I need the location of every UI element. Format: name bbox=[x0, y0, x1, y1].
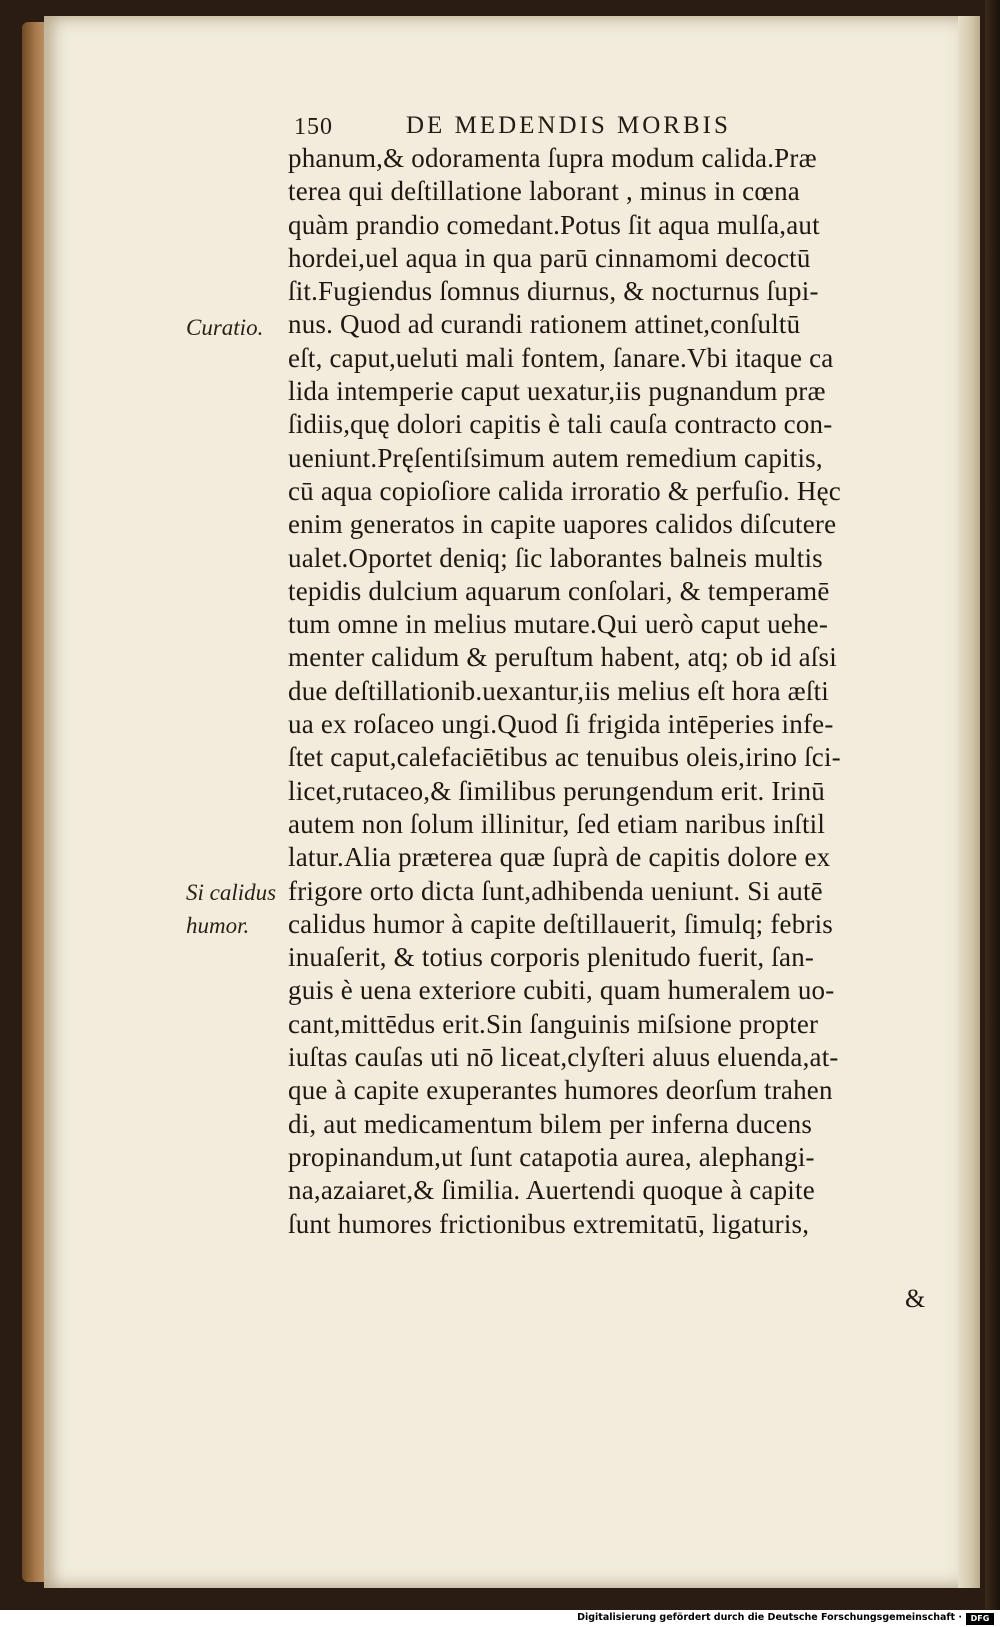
running-head: DE MEDENDIS MORBIS bbox=[406, 112, 731, 139]
text-line: na,azaiaret,& ſimilia. Auertendi quoque à capite bbox=[288, 1175, 815, 1206]
text-line: enim generatos in capite uapores calidos diſcutere bbox=[288, 509, 837, 540]
text-line: nus. Quod ad curandi rationem attinet,conſultū bbox=[288, 309, 801, 340]
text-line: ua ex roſaceo ungi.Quod ſi frigida intēperies infe- bbox=[288, 709, 834, 740]
dfg-logo: DFG bbox=[966, 1613, 994, 1625]
text-line: latur.Alia præterea quæ ſuprà de capitis dolore ex bbox=[288, 842, 831, 873]
text-line: tepidis dulcium aquarum conſolari, & temperamē bbox=[288, 575, 830, 606]
text-line: frigore orto dicta ſunt,adhibenda ueniunt. Si autē bbox=[288, 875, 823, 906]
text-line: inuaſerit, & totius corporis plenitudo fuerit, ſan- bbox=[288, 942, 815, 973]
text-line: terea qui deſtillatione laborant , minus in cœna bbox=[288, 176, 800, 207]
text-line: iuſtas cauſas uti nō liceat,clyſteri aluus eluenda,at- bbox=[288, 1042, 839, 1073]
text-line: di, aut medicamentum bilem per inferna ducens bbox=[288, 1108, 813, 1139]
text-line: hordei,uel aqua in qua parū cinnamomi decoctū bbox=[288, 242, 811, 273]
catchword: & bbox=[905, 1284, 926, 1313]
page-gutter-shadow bbox=[958, 16, 980, 1588]
text-line: phanum,& odoramenta ſupra modum calida.Præ bbox=[288, 143, 817, 173]
page-header bbox=[294, 112, 854, 146]
text-line: autem non ſolum illinitur, ſed etiam naribus inſtil bbox=[288, 808, 826, 839]
body-text bbox=[288, 142, 938, 1241]
book-fore-edge bbox=[985, 0, 1000, 1610]
text-line: cū aqua copioſiore calida irroratio & perfuſio. Hęc bbox=[288, 475, 841, 506]
text-line: calidus humor à capite deſtillauerit, ſimulq; febris bbox=[288, 908, 833, 939]
text-line: guis è uena exteriore cubiti, quam humeralem uo- bbox=[288, 975, 835, 1006]
marginal-note-curatio: Curatio. bbox=[186, 315, 264, 340]
text-line: ſtet caput,calefaciētibus ac tenuibus oleis,irino ſci- bbox=[288, 742, 841, 773]
text-line: licet,rutaceo,& ſimilibus perungendum erit. Irinū bbox=[288, 775, 825, 806]
marginal-note-humor: humor. bbox=[186, 913, 250, 938]
text-line: propinandum,ut ſunt catapotia aurea, alephangi- bbox=[288, 1141, 815, 1172]
text-line: tum omne in melius mutare.Qui uerò caput uehe- bbox=[288, 609, 829, 640]
text-line: lida intemperie caput uexatur,iis pugnandum præ bbox=[288, 376, 826, 407]
text-line: quàm prandio comedant.Potus ſit aqua mulſa,aut bbox=[288, 209, 820, 240]
digitization-footer bbox=[0, 1612, 1000, 1627]
text-line: ueniunt.Pręſentiſsimum autem remedium capitis, bbox=[288, 442, 823, 473]
text-line: due deſtillationib.uexantur,iis melius eſt hora æſti bbox=[288, 675, 829, 706]
text-line: ſunt humores frictionibus extremitatū, ligaturis, bbox=[288, 1208, 810, 1239]
page-number: 150 bbox=[294, 114, 333, 140]
text-line: cant,mittēdus erit.Sin ſanguinis miſsione propter bbox=[288, 1008, 819, 1039]
text-line: eſt, caput,ueluti mali fontem, ſanare.Vbi itaque ca bbox=[288, 342, 834, 373]
text-line: que à capite exuperantes humores deorſum trahen bbox=[288, 1075, 833, 1106]
text-line: ualet.Oportet deniq; ſic laborantes balneis multis bbox=[288, 542, 823, 573]
marginal-note-si-calidus: Si calidus bbox=[186, 880, 277, 905]
text-line: ſidiis,quę dolori capitis è tali cauſa contracto con- bbox=[288, 409, 833, 440]
funding-credit: Digitalisierung gefördert durch die Deutsche Forschungsgemeinschaft · bbox=[577, 1612, 962, 1623]
text-line: ſit.Fugiendus ſomnus diurnus, & nocturnus ſupi- bbox=[288, 276, 819, 307]
text-line: menter calidum & peruſtum habent, atq; ob id aſsi bbox=[288, 642, 837, 673]
